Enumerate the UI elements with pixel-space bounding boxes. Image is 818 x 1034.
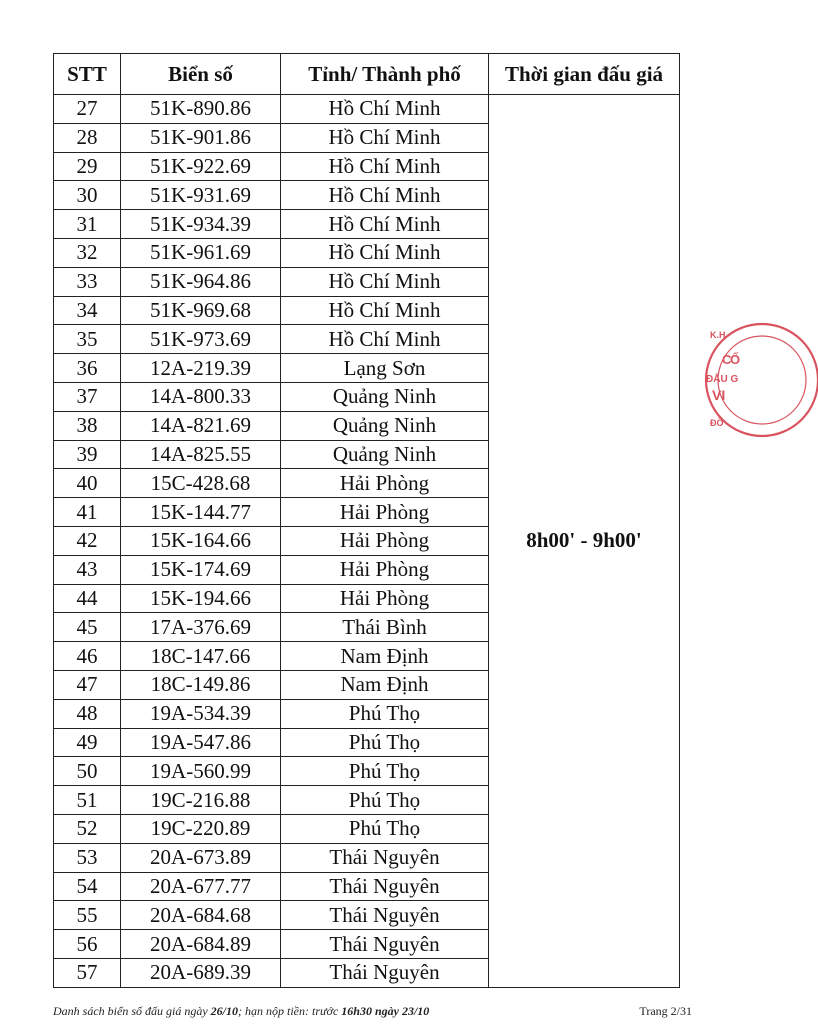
- plate-auction-table: [53, 53, 680, 988]
- cell-plate-number: 20A-684.68: [121, 901, 281, 930]
- header-stt: STT: [54, 54, 121, 95]
- cell-stt: 53: [54, 843, 121, 872]
- cell-stt: 54: [54, 872, 121, 901]
- cell-stt: 55: [54, 901, 121, 930]
- cell-stt: 56: [54, 930, 121, 959]
- cell-stt: 44: [54, 584, 121, 613]
- cell-province: Hồ Chí Minh: [281, 95, 489, 124]
- cell-stt: 42: [54, 526, 121, 555]
- red-seal-stamp: [700, 318, 818, 446]
- cell-plate-number: 18C-149.86: [121, 670, 281, 699]
- cell-plate-number: 15K-144.77: [121, 498, 281, 527]
- footer-note: [53, 1004, 429, 1019]
- cell-province: Quảng Ninh: [281, 382, 489, 411]
- cell-plate-number: 51K-934.39: [121, 210, 281, 239]
- cell-stt: 31: [54, 210, 121, 239]
- footer-auction-date: 26/10: [210, 1004, 238, 1018]
- table-row: [54, 95, 680, 124]
- cell-plate-number: 19A-560.99: [121, 757, 281, 786]
- cell-plate-number: 14A-800.33: [121, 382, 281, 411]
- stamp-text-2: ĐẤU G: [706, 374, 739, 385]
- cell-province: Hải Phòng: [281, 555, 489, 584]
- cell-province: Nam Định: [281, 670, 489, 699]
- cell-plate-number: 20A-677.77: [121, 872, 281, 901]
- cell-plate-number: 51K-969.68: [121, 296, 281, 325]
- header-province: Tỉnh/ Thành phố: [281, 54, 489, 95]
- footer-note-middle: ; hạn nộp tiền: trước: [238, 1004, 342, 1018]
- cell-plate-number: 51K-961.69: [121, 238, 281, 267]
- cell-province: Hồ Chí Minh: [281, 325, 489, 354]
- cell-province: Thái Nguyên: [281, 843, 489, 872]
- stamp-text-0: C: [722, 352, 732, 367]
- cell-stt: 45: [54, 613, 121, 642]
- stamp-text-3: VI: [712, 387, 726, 403]
- cell-province: Phú Thọ: [281, 728, 489, 757]
- cell-plate-number: 19C-220.89: [121, 814, 281, 843]
- cell-stt: 49: [54, 728, 121, 757]
- cell-plate-number: 14A-821.69: [121, 411, 281, 440]
- cell-plate-number: 15C-428.68: [121, 469, 281, 498]
- cell-province: Hải Phòng: [281, 469, 489, 498]
- cell-stt: 34: [54, 296, 121, 325]
- cell-stt: 30: [54, 181, 121, 210]
- stamp-text-1: Ố: [730, 352, 741, 367]
- cell-province: Phú Thọ: [281, 757, 489, 786]
- cell-province: Hồ Chí Minh: [281, 152, 489, 181]
- cell-province: Lạng Sơn: [281, 354, 489, 383]
- cell-stt: 51: [54, 786, 121, 815]
- cell-auction-time-slot: 8h00' - 9h00': [489, 95, 680, 988]
- cell-stt: 48: [54, 699, 121, 728]
- cell-stt: 32: [54, 238, 121, 267]
- cell-plate-number: 51K-890.86: [121, 95, 281, 124]
- cell-stt: 29: [54, 152, 121, 181]
- cell-stt: 46: [54, 642, 121, 671]
- cell-province: Quảng Ninh: [281, 411, 489, 440]
- cell-plate-number: 15K-164.66: [121, 526, 281, 555]
- cell-plate-number: 15K-174.69: [121, 555, 281, 584]
- page-number: Trang 2/31: [639, 1004, 692, 1018]
- cell-stt: 50: [54, 757, 121, 786]
- cell-plate-number: 12A-219.39: [121, 354, 281, 383]
- cell-province: Nam Định: [281, 642, 489, 671]
- cell-plate-number: 19A-547.86: [121, 728, 281, 757]
- cell-plate-number: 51K-901.86: [121, 123, 281, 152]
- cell-province: Quảng Ninh: [281, 440, 489, 469]
- cell-province: Thái Bình: [281, 613, 489, 642]
- cell-plate-number: 51K-964.86: [121, 267, 281, 296]
- table-header-row: [54, 54, 680, 95]
- cell-stt: 41: [54, 498, 121, 527]
- cell-stt: 36: [54, 354, 121, 383]
- table-body: [54, 95, 680, 988]
- cell-plate-number: 20A-689.39: [121, 958, 281, 987]
- cell-stt: 28: [54, 123, 121, 152]
- cell-plate-number: 20A-684.89: [121, 930, 281, 959]
- cell-province: Hồ Chí Minh: [281, 296, 489, 325]
- cell-province: Phú Thọ: [281, 699, 489, 728]
- stamp-text-5: K.H: [710, 330, 726, 340]
- cell-plate-number: 51K-973.69: [121, 325, 281, 354]
- footer-payment-deadline: 16h30 ngày 23/10: [341, 1004, 430, 1018]
- cell-province: Thái Nguyên: [281, 930, 489, 959]
- cell-plate-number: 18C-147.66: [121, 642, 281, 671]
- cell-province: Hồ Chí Minh: [281, 238, 489, 267]
- cell-province: Hải Phòng: [281, 526, 489, 555]
- cell-stt: 38: [54, 411, 121, 440]
- cell-stt: 39: [54, 440, 121, 469]
- cell-plate-number: 15K-194.66: [121, 584, 281, 613]
- cell-province: Thái Nguyên: [281, 901, 489, 930]
- cell-province: Phú Thọ: [281, 786, 489, 815]
- cell-province: Phú Thọ: [281, 814, 489, 843]
- cell-stt: 35: [54, 325, 121, 354]
- cell-stt: 52: [54, 814, 121, 843]
- footer-note-prefix: Danh sách biển số đấu giá ngày: [53, 1004, 211, 1018]
- cell-province: Hải Phòng: [281, 584, 489, 613]
- cell-province: Hồ Chí Minh: [281, 123, 489, 152]
- header-plate-number: Biển số: [121, 54, 281, 95]
- cell-stt: 43: [54, 555, 121, 584]
- cell-province: Hồ Chí Minh: [281, 181, 489, 210]
- cell-plate-number: 17A-376.69: [121, 613, 281, 642]
- cell-plate-number: 14A-825.55: [121, 440, 281, 469]
- stamp-text-4: ĐỒ: [710, 418, 724, 428]
- cell-plate-number: 19C-216.88: [121, 786, 281, 815]
- cell-plate-number: 51K-922.69: [121, 152, 281, 181]
- header-auction-time: Thời gian đấu giá: [489, 54, 680, 95]
- cell-province: Hải Phòng: [281, 498, 489, 527]
- cell-stt: 47: [54, 670, 121, 699]
- cell-stt: 33: [54, 267, 121, 296]
- cell-province: Thái Nguyên: [281, 872, 489, 901]
- cell-plate-number: 51K-931.69: [121, 181, 281, 210]
- cell-stt: 37: [54, 382, 121, 411]
- cell-stt: 57: [54, 958, 121, 987]
- cell-stt: 40: [54, 469, 121, 498]
- cell-province: Hồ Chí Minh: [281, 210, 489, 239]
- cell-province: Hồ Chí Minh: [281, 267, 489, 296]
- cell-stt: 27: [54, 95, 121, 124]
- cell-plate-number: 20A-673.89: [121, 843, 281, 872]
- cell-plate-number: 19A-534.39: [121, 699, 281, 728]
- cell-province: Thái Nguyên: [281, 958, 489, 987]
